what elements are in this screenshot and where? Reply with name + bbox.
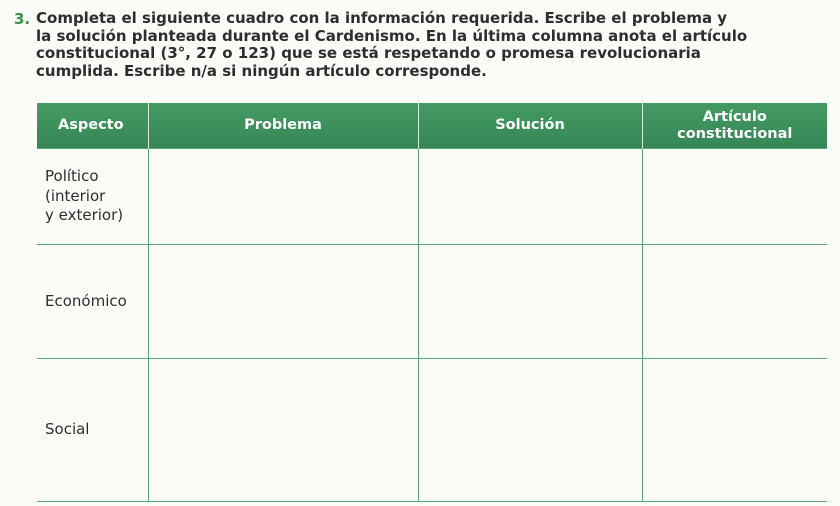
aspect-cell-politico (37, 149, 148, 245)
cell-articulo-social[interactable] (642, 359, 827, 502)
cell-articulo-economico[interactable] (642, 245, 827, 359)
header-articulo-constitucional (642, 103, 827, 149)
aspect-cell-economico (37, 245, 148, 359)
cardenismo-table (37, 103, 827, 502)
cell-problema-politico[interactable] (148, 149, 418, 245)
header-aspecto: Aspecto (37, 103, 148, 149)
table-row-economico (37, 245, 827, 359)
table-row-social (37, 359, 827, 502)
table-row-politico (37, 149, 827, 245)
exercise-text (36, 10, 747, 80)
cell-solucion-social[interactable] (418, 359, 642, 502)
instruction-line: constitucional (3°, 27 o 123) que se está respetando o promesa revolucionaria (36, 44, 701, 62)
header-articulo-line1: Artículo (702, 108, 767, 125)
aspect-cell-social (37, 359, 148, 502)
instruction-line: la solución planteada durante el Cardenismo. En la última columna anota el artículo (36, 26, 748, 45)
aspect-label-line: Político (45, 167, 99, 185)
worksheet-table (37, 103, 827, 499)
header-solucion: Solución (418, 103, 642, 149)
cell-problema-economico[interactable] (148, 245, 418, 359)
aspect-label-line: y exterior) (45, 206, 124, 224)
aspect-label-line: (interior (45, 186, 106, 205)
exercise-number: 3. (14, 10, 31, 28)
table-header (37, 103, 827, 149)
header-problema: Problema (148, 103, 418, 149)
cell-solucion-economico[interactable] (418, 245, 642, 359)
cell-solucion-politico[interactable] (418, 149, 642, 245)
cell-problema-social[interactable] (148, 359, 418, 502)
exercise-instructions (14, 10, 814, 80)
aspect-label-line: Económico (45, 291, 127, 310)
header-articulo-line2: constitucional (677, 125, 793, 142)
instruction-line: cumplida. Escribe n/a si ningún artículo corresponde. (36, 61, 487, 80)
aspect-label-line: Social (45, 420, 90, 439)
cell-articulo-politico[interactable] (642, 149, 827, 245)
instruction-line: Completa el siguiente cuadro con la información requerida. Escribe el problema y (36, 9, 728, 27)
